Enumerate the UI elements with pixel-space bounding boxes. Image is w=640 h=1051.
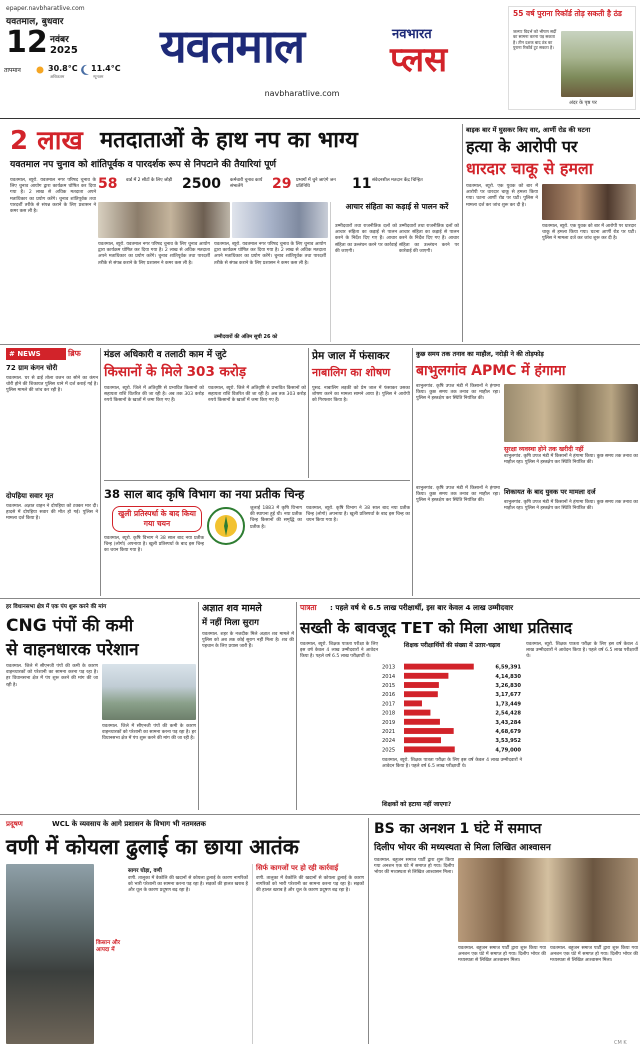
brief-1-title: 72 ग्राम कंगन चोरी [6, 364, 58, 372]
stat-text: कर्मचारी चुनाव कार्य संभालेंगे [230, 178, 263, 189]
brief-1-body: यवतमाल. घर से ढाई तोला वजन का सोने का कंगन चोरी होने की शिकायत पुलिस थाने में दर्ज कराई गई है। पुलिस मामले की जांच कर रही है। [6, 376, 98, 394]
brief-2-body: यवतमाल. अज्ञात वाहन ने दोपहिया को टक्कर मार दी। हादसे में दोपहिया सवार की मौत हो गई। पुलिस ने मामला दर्ज किया है। [6, 504, 98, 522]
chart-bar [404, 664, 474, 670]
babul-headline: बाभुलगांव APMC में हंगामा [416, 363, 566, 379]
right-kicker: बाइक बार में घुसकर किए वार, आर्णी रोड की घटना [466, 126, 591, 134]
stat-text: वार्ड में 2 सीटों के लिए जोड़ी [126, 178, 173, 183]
krishi-body-2: यवतमाल, ब्यूरो. कृषि विभाग ने 38 साल बाद नया प्रतीक चिन्ह (लोगो) अपनाया है। खुली प्रतिस्पर्धा के बाद इस चिन्ह का चयन किया गया है। [306, 506, 410, 524]
chart-value-label: 2,54,428 [495, 710, 521, 717]
cng-headline-2: से वाहनधारक परेशान [6, 640, 139, 660]
masthead-plus: प्लस [390, 40, 448, 80]
lead-body-col2: यवतमाल, ब्यूरो. यवतमाल नगर परिषद चुनाव के लिए चुनाव आयोग द्वारा कार्यक्रम घोषित कर दिया गया है। 2 लाख से अधिक मतदाता अपने मताधिकार का प्रयोग करेंगे। चुनाव शांतिपूर्वक तथा पारदर्शी तरीके से संपन्न कराने के लिए प्रशासन ने कमर कस ली है। [98, 242, 210, 266]
stat-text: प्रभागों में चुने जाएंगे जन प्रतिनिधि [296, 178, 336, 189]
chart-bar [404, 691, 438, 697]
temp-min: 11.4°C [91, 64, 121, 73]
chart-value-label: 1,73,449 [495, 701, 521, 708]
bs-headline-1: BS का अनशन 1 घंटे में समाप्त [374, 821, 542, 837]
promo-photo [561, 31, 633, 97]
news-label-2: ब्रिफ [68, 349, 81, 358]
tet-headline: सख्ती के बावजूद TET को मिला आधा प्रतिसाद [300, 619, 573, 637]
section-divider-2 [104, 480, 410, 481]
chart-year-label: 2021 [382, 729, 396, 736]
temp-min-label: न्यूनतम [93, 74, 104, 79]
print-code: CM K [614, 1040, 627, 1046]
babul-body-2: बाभुलगांव. कृषि उपज मंडी में किसानों ने हंगामा किया। कुछ समय तक तनाव का माहौल रहा। पुलिस ने हस्तक्षेप कर स्थिति नियंत्रित की। [504, 454, 638, 466]
chart-value-label: 3,17,677 [495, 692, 521, 699]
date-year: 2025 [50, 45, 78, 56]
wcl-kicker: WCL के व्यवसाय के आगे प्रशासन के विभाग भी नतमस्तक [52, 820, 206, 828]
masthead [0, 0, 640, 118]
chart-year-label: 2024 [382, 738, 396, 745]
prem-body: पुसद. नाबालिग लड़की को प्रेम जाल में फंसाकर उसका शोषण करने का मामला सामने आया है। पुलिस ने आरोपी को गिरफ्तार किया है। [312, 386, 410, 404]
bs-body-1: यवतमाल. बहुजन समाज पार्टी द्वारा शुरू किया गया अनशन एक घंटे में समाप्त हो गया। दिलीप भोयर की मध्यस्थता से लिखित आश्वासन मिला। [374, 858, 454, 876]
chart-year-label: 2017 [382, 701, 396, 708]
news-brief [6, 348, 98, 596]
chart-year-label: 2019 [382, 719, 396, 726]
stat-text: संवेदनशील मतदान केंद्र चिन्हित [372, 178, 423, 183]
column-divider [100, 348, 101, 596]
babul-kicker: कुछ समय तक तनाव का माहौल, नरोड़ी ने की तोड़फोड़ [416, 350, 544, 358]
wcl-photo-label: किसान और आपदा में [96, 940, 126, 970]
column-divider [368, 818, 369, 1044]
prem-headline-1: प्रेम जाल में फंसाकर [312, 350, 390, 362]
krishi-body-1: यवतमाल, ब्यूरो. कृषि विभाग ने 38 साल बाद नया प्रतीक चिन्ह (लोगो) अपनाया है। खुली प्रतिस्पर्धा के बाद इस चिन्ह का चयन किया गया है। [104, 536, 204, 554]
chart-value-label: 4,79,000 [495, 747, 521, 754]
cng-body-1: यवतमाल. जिले में सीएनजी पंपों की कमी के कारण वाहनधारकों को परेशानी का सामना करना पड़ रहा है। हर विधानसभा क्षेत्र में पंप शुरू करने की मांग की जा रही है। [6, 664, 98, 688]
babul-body-3: बाभुलगांव. कृषि उपज मंडी में किसानों ने हंगामा किया। कुछ समय तक तनाव का माहौल रहा। पुलिस ने हस्तक्षेप कर स्थिति नियंत्रित की। [416, 486, 500, 504]
wcl-box-title: सिर्फ कागजों पर हो रही कार्रवाई [256, 864, 339, 872]
chart-title: शिक्षक परीक्षार्थियों की संख्या में उतार-चढ़ाव [403, 642, 501, 649]
bs-body-3: यवतमाल. बहुजन समाज पार्टी द्वारा शुरू किया गया अनशन एक घंटे में समाप्त हो गया। दिलीप भोयर की मध्यस्थता से लिखित आश्वासन मिला। [550, 946, 638, 964]
apmc-left-headline-1: मंडल अधिकारी व तलाठी काम में जुटे [104, 350, 227, 360]
date-month: नवंबर [50, 35, 69, 45]
lead-side-box [330, 202, 458, 342]
babul-body-1: बाभुलगांव. कृषि उपज मंडी में किसानों ने हंगामा किया। कुछ समय तक तनाव का माहौल रहा। पुलिस ने हस्तक्षेप कर स्थिति नियंत्रित की। [416, 384, 500, 402]
tet-body-1: यवतमाल, ब्यूरो. शिक्षक पात्रता परीक्षा के लिए इस वर्ष केवल 4 लाख उम्मीदवारों ने आवेदन किया है। पहले वर्ष 6.5 लाख परीक्षार्थी थे। [300, 642, 378, 660]
lead-body: यवतमाल, ब्यूरो. यवतमाल नगर परिषद चुनाव के लिए चुनाव आयोग द्वारा कार्यक्रम घोषित कर दिया गया है। 2 लाख से अधिक मतदाता अपने मताधिकार का प्रयोग करेंगे। चुनाव शांतिपूर्वक तथा पारदर्शी तरीके से संपन्न कराने के लिए प्रशासन ने कमर कस ली है। [10, 178, 96, 215]
chart-value-label: 4,68,679 [495, 729, 521, 736]
promo-ref: अंदर के पृष्ठ पर [569, 100, 597, 106]
lead-photo-meeting [232, 202, 328, 238]
tet-body-3: यवतमाल, ब्यूरो. शिक्षक पात्रता परीक्षा के लिए इस वर्ष केवल 4 लाख उम्मीदवारों ने आवेदन किया है। पहले वर्ष 6.5 लाख परीक्षार्थी थे। [526, 642, 638, 660]
column-divider [462, 124, 463, 342]
apmc-left-headline-2: किसानों के मिले 303 करोड़ [104, 364, 247, 380]
agyat-body: यवतमाल. शहर के नजदीक मिले अज्ञात शव मामले में पुलिस को अब तक कोई सुराग नहीं मिला है। शव की पहचान के लिए प्रयास जारी हैं। [202, 632, 294, 650]
chart-value-label: 3,43,284 [495, 719, 521, 726]
right-headline-2: धारदार चाकू से हमला [466, 159, 593, 178]
masthead-brand-small: नवभारत [392, 27, 432, 42]
bs-headline-2: दिलीप भोयर की मध्यस्थता से मिला लिखित आश्वासन [374, 843, 551, 853]
lead-subhead: यवतमाल नप चुनाव को शांतिपूर्वक व पारदर्शक रूप से निपटाने की तैयारियां पूर्ण [10, 159, 277, 170]
stat-number: 2500 [182, 176, 221, 192]
side-box-body: उम्मीदवारों तथा राजनीतिक दलों को आचार संहिता का कड़ाई से पालन करने के निर्देश दिए गए हैं। आचार संहिता का उल्लंघन करने पर कार्रवाई की जाएगी। [335, 224, 397, 254]
lead-headline: मतदाताओं के हाथ नप का भाग्य [100, 128, 358, 153]
apmc-left-body-2: यवतमाल, ब्यूरो. जिले में अतिवृष्टि से प्रभावित किसानों को सहायता राशि वितरित की जा रही है। अब तक 303 करोड़ रुपये किसानों के खातों में जमा किए गए हैं। [208, 386, 306, 404]
prem-headline-2: नाबालिग का शोषण [312, 366, 391, 379]
section-divider-3 [0, 598, 640, 599]
hash-icon: # [9, 350, 15, 358]
chart-value-label: 3,53,952 [495, 738, 521, 745]
sun-icon [34, 64, 46, 76]
stat-number: 11 [352, 176, 372, 192]
tet-sub: शिक्षकों को हटाया नहीं जाएगा? [382, 801, 452, 808]
babul-sub-headline: शिकायत के बाद युवक पर मामला दर्ज [504, 488, 596, 496]
section-divider-1 [0, 344, 640, 345]
chart-bar [404, 682, 439, 688]
cng-body-2: यवतमाल. जिले में सीएनजी पंपों की कमी के कारण वाहनधारकों को परेशानी का सामना करना पड़ रहा है। हर विधानसभा क्षेत्र में पंप शुरू करने की मांग की जा रही है। [102, 724, 196, 742]
chart-value-label: 4,14,830 [495, 673, 521, 680]
news-label [6, 348, 66, 360]
chart-bar [404, 719, 440, 725]
masthead-title: यवतमाल [160, 19, 305, 73]
promo-box[interactable] [508, 6, 636, 110]
news-label-text: NEWS [17, 350, 41, 358]
chart-bar [404, 673, 448, 679]
temp-max-label: अधिकतम [50, 74, 65, 79]
moon-icon [80, 64, 90, 76]
cng-photo [102, 664, 196, 720]
chart-year-label: 2025 [382, 747, 396, 754]
side-box-title: आचार संहिता का कड़ाई से पालन करें [345, 202, 449, 211]
tet-chart [382, 642, 522, 754]
chart-bar [404, 737, 441, 743]
stat-4 [352, 176, 458, 202]
stat-number: 29 [272, 176, 292, 192]
chart-bar [404, 700, 422, 706]
wcl-byline: सागर घोड़ा, वणी [128, 868, 162, 874]
krishi-sub: खुली प्रतिस्पर्धा के बाद किया गया चयन [112, 506, 202, 532]
chart-year-label: 2018 [382, 710, 396, 717]
babul-body-4: बाभुलगांव. कृषि उपज मंडी में किसानों ने हंगामा किया। कुछ समय तक तनाव का माहौल रहा। पुलिस ने हस्तक्षेप कर स्थिति नियंत्रित की। [504, 500, 638, 512]
lead-photo-officials [98, 202, 230, 238]
lead-body-col3: यवतमाल, ब्यूरो. यवतमाल नगर परिषद चुनाव के लिए चुनाव आयोग द्वारा कार्यक्रम घोषित कर दिया गया है। 2 लाख से अधिक मतदाता अपने मताधिकार का प्रयोग करेंगे। चुनाव शांतिपूर्वक तथा पारदर्शी तरीके से संपन्न कराने के लिए प्रशासन ने कमर कस ली है। [214, 242, 326, 266]
tet-body-2: यवतमाल, ब्यूरो. शिक्षक पात्रता परीक्षा के लिए इस वर्ष केवल 4 लाख उम्मीदवारों ने आवेदन किया है। पहले वर्ष 6.5 लाख परीक्षार्थी थे। [382, 758, 522, 770]
babul-photo-caption: सुरक्षा व्यवस्था होने तक खरीदी नहीं [504, 446, 584, 453]
chart-bar [404, 710, 430, 716]
wcl-headline: वणी में कोयला ढुलाई का छाया आतंक [6, 835, 299, 859]
epaper-url[interactable]: epaper.navbharatlive.com [6, 5, 85, 12]
tet-kicker-label: पात्रता [300, 603, 317, 612]
bs-photo [458, 858, 638, 942]
wcl-box [252, 864, 364, 1044]
chart-year-label: 2013 [382, 664, 396, 671]
stat-number: 58 [98, 176, 118, 192]
chart-year-label: 2015 [382, 683, 396, 690]
right-body-col2: यवतमाल, ब्यूरो. एक युवक को बार में आरोपी पर धारदार चाकू से हमला किया गया। घटना आर्णी रोड पर घटी। पुलिस ने मामला दर्ज कर जांच शुरू कर दी है। [542, 224, 636, 242]
column-divider [296, 602, 297, 810]
wcl-photo [6, 864, 94, 1044]
chart-bar [404, 746, 455, 752]
stat-3 [272, 176, 352, 202]
bs-body-2: यवतमाल. बहुजन समाज पार्टी द्वारा शुरू किया गया अनशन एक घंटे में समाप्त हो गया। दिलीप भोयर की मध्यस्थता से लिखित आश्वासन मिला। [458, 946, 546, 964]
agyat-headline-2: में नहीं मिला सुराग [202, 618, 259, 628]
chart-value-label: 3,26,830 [495, 683, 521, 690]
tet-chart-svg [382, 662, 522, 754]
date-number: 12 [6, 25, 48, 60]
cng-headline-1: CNG पंपों की कमी [6, 616, 134, 636]
lead-caption: उम्मीदवारों की अंतिम सूची 26 को [214, 334, 278, 340]
apmc-left-body-1: यवतमाल, ब्यूरो. जिले में अतिवृष्टि से प्रभावित किसानों को सहायता राशि वितरित की जा रही है। अब तक 303 करोड़ रुपये किसानों के खातों में जमा किए गए हैं। [104, 386, 204, 404]
chart-value-label: 6,59,391 [495, 664, 521, 671]
krishi-logo-icon [206, 506, 246, 546]
column-divider [198, 602, 199, 810]
krishi-sidebar: जुलाई 1883 में कृषि विभाग की स्थापना हुई थी। नया प्रतीक चिन्ह किसानों की समृद्धि का प्रतीक है। [250, 506, 302, 530]
wcl-body-1: वणी. तालुका में वेकोलि की खदानों से कोयला ढुलाई के कारण नागरिकों को भारी परेशानी का सामना करना पड़ रहा है। सड़कों की हालत खराब है और धूल के कारण प्रदूषण बढ़ रहा है। [128, 876, 248, 894]
tet-kicker: : पहले वर्ष थे 6.5 लाख परीक्षार्थी, इस बार केवल 4 लाख उम्मीदवार [330, 603, 514, 612]
column-divider [308, 348, 309, 478]
weather-strip [4, 62, 124, 82]
promo-title: 55 वर्ष पुराना रिकॉर्ड तोड़ सकती है ठंड [513, 9, 622, 18]
column-divider [412, 348, 413, 596]
lead-headline-number: 2 लाख [10, 126, 83, 156]
right-body-col1: यवतमाल, ब्यूरो. एक युवक को बार में आरोपी पर धारदार चाकू से हमला किया गया। घटना आर्णी रोड पर घटी। पुलिस ने मामला दर्ज कर जांच शुरू कर दी है। [466, 184, 538, 208]
weather-label: तापमान [4, 67, 21, 74]
cng-kicker: हर विधानसभा क्षेत्र में एक पंप शुरू करने की मांग [6, 604, 107, 610]
wcl-box-body: वणी. तालुका में वेकोलि की खदानों से कोयला ढुलाई के कारण नागरिकों को भारी परेशानी का सामना करना पड़ रहा है। सड़कों की हालत खराब है और धूल के कारण प्रदूषण बढ़ रहा है। [256, 876, 364, 894]
section-divider-4 [0, 814, 640, 815]
website-url[interactable]: navbharatlive.com [264, 89, 340, 98]
chart-year-label: 2016 [382, 692, 396, 699]
temp-max: 30.8°C [48, 64, 78, 73]
chart-bar [404, 728, 454, 734]
city-day: यवतमाल, बुधवार [6, 17, 64, 27]
masthead-divider [0, 118, 640, 119]
chart-year-label: 2014 [382, 673, 396, 680]
side-box-body-2: उम्मीदवारों तथा राजनीतिक दलों को आचार संहिता का कड़ाई से पालन करने के निर्देश दिए गए हैं। आचार संहिता का उल्लंघन करने पर कार्रवाई की जाएगी। [399, 224, 459, 254]
right-headline-1: हत्या के आरोपी पर [466, 137, 578, 156]
krishi-headline: 38 साल बाद कृषि विभाग का नया प्रतीक चिन्ह [104, 487, 305, 501]
promo-text: जल्गाः विदर्भ को भीषण सर्दी का सामना करना पड़ सकता है। तीन दशक बाद ठंड का पुराना रिकॉर्ड टूट सकता है। [513, 29, 557, 51]
right-photo [542, 184, 636, 220]
agyat-headline-1: अज्ञात शव मामले [202, 603, 262, 614]
brief-2-title: दोपहिया सवार मृत [6, 492, 54, 500]
babul-photo [504, 384, 638, 442]
wcl-kicker-label: प्रदूषण [6, 820, 23, 828]
